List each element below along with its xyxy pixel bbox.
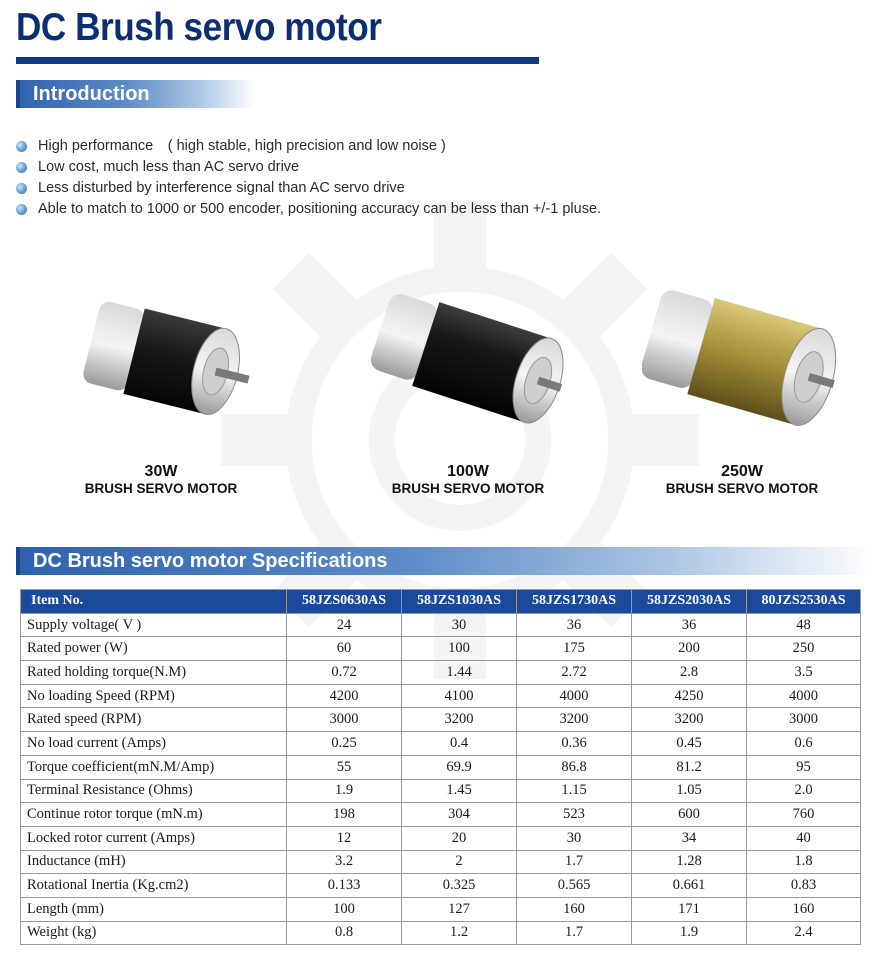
row-label-cell: Length (mm) <box>21 897 287 921</box>
motor-type-label: BRUSH SERVO MOTOR <box>84 481 238 496</box>
value-cell: 0.133 <box>287 874 402 898</box>
value-cell: 3200 <box>517 708 632 732</box>
value-cell: 95 <box>747 755 861 779</box>
value-cell: 4000 <box>517 684 632 708</box>
value-cell: 160 <box>747 897 861 921</box>
value-cell: 0.6 <box>747 732 861 756</box>
row-label-cell: Locked rotor current (Amps) <box>21 826 287 850</box>
row-label-cell: Torque coefficient(mN.M/Amp) <box>21 755 287 779</box>
value-cell: 600 <box>632 803 747 827</box>
value-cell: 1.44 <box>402 661 517 685</box>
value-cell: 1.45 <box>402 779 517 803</box>
value-cell: 1.9 <box>632 921 747 945</box>
intro-bullet-list <box>16 136 601 220</box>
value-cell: 2 <box>402 850 517 874</box>
motor-power-label: 30W <box>144 463 178 480</box>
value-cell: 3.2 <box>287 850 402 874</box>
motor-type-label: BRUSH SERVO MOTOR <box>391 481 545 496</box>
value-cell: 0.83 <box>747 874 861 898</box>
value-cell: 160 <box>517 897 632 921</box>
specifications-table <box>20 589 861 945</box>
value-cell: 127 <box>402 897 517 921</box>
value-cell: 1.05 <box>632 779 747 803</box>
value-cell: 3000 <box>747 708 861 732</box>
table-row <box>21 613 861 637</box>
value-cell: 4200 <box>287 684 402 708</box>
bullet-text: Less disturbed by interference signal than AC servo drive <box>38 180 405 196</box>
bullet-dot-icon <box>16 141 27 152</box>
row-label-cell: No load current (Amps) <box>21 732 287 756</box>
value-cell: 55 <box>287 755 402 779</box>
value-cell: 198 <box>287 803 402 827</box>
motor-type-label: BRUSH SERVO MOTOR <box>665 481 819 496</box>
motor-250w-image <box>642 268 842 458</box>
column-header: Item No. <box>21 590 287 614</box>
table-row <box>21 921 861 945</box>
value-cell: 1.7 <box>517 850 632 874</box>
value-cell: 4000 <box>747 684 861 708</box>
bullet-dot-icon <box>16 162 27 173</box>
value-cell: 20 <box>402 826 517 850</box>
value-cell: 4100 <box>402 684 517 708</box>
value-cell: 81.2 <box>632 755 747 779</box>
value-cell: 0.565 <box>517 874 632 898</box>
motor-30w-image <box>66 268 256 458</box>
table-row <box>21 850 861 874</box>
value-cell: 1.28 <box>632 850 747 874</box>
bullet-dot-icon <box>16 183 27 194</box>
bullet-dot-icon <box>16 204 27 215</box>
value-cell: 30 <box>517 826 632 850</box>
value-cell: 0.36 <box>517 732 632 756</box>
value-cell: 3200 <box>402 708 517 732</box>
row-label-cell: No loading Speed (RPM) <box>21 684 287 708</box>
value-cell: 0.661 <box>632 874 747 898</box>
specifications-heading: DC Brush servo motor Specifications <box>16 547 874 575</box>
value-cell: 4250 <box>632 684 747 708</box>
table-row <box>21 637 861 661</box>
intro-bullet-item <box>16 157 601 178</box>
value-cell: 3.5 <box>747 661 861 685</box>
column-header: 80JZS2530AS <box>747 590 861 614</box>
column-header: 58JZS1730AS <box>517 590 632 614</box>
value-cell: 760 <box>747 803 861 827</box>
table-row <box>21 897 861 921</box>
value-cell: 0.72 <box>287 661 402 685</box>
intro-bullet-item <box>16 178 601 199</box>
row-label-cell: Rated power (W) <box>21 637 287 661</box>
value-cell: 2.72 <box>517 661 632 685</box>
introduction-heading: Introduction <box>16 80 256 108</box>
value-cell: 1.9 <box>287 779 402 803</box>
value-cell: 40 <box>747 826 861 850</box>
motor-card-250w <box>642 268 842 497</box>
table-row <box>21 708 861 732</box>
value-cell: 200 <box>632 637 747 661</box>
value-cell: 0.4 <box>402 732 517 756</box>
value-cell: 34 <box>632 826 747 850</box>
table-row <box>21 874 861 898</box>
table-row <box>21 779 861 803</box>
title-rule <box>16 57 539 64</box>
value-cell: 1.8 <box>747 850 861 874</box>
bullet-text: High performance ( high stable, high precision and low noise ) <box>38 138 446 154</box>
table-body <box>21 613 861 945</box>
table-row <box>21 803 861 827</box>
row-label-cell: Terminal Resistance (Ohms) <box>21 779 287 803</box>
motor-100w-image <box>368 268 568 458</box>
value-cell: 1.7 <box>517 921 632 945</box>
value-cell: 3200 <box>632 708 747 732</box>
motor-card-100w <box>368 268 568 497</box>
value-cell: 60 <box>287 637 402 661</box>
motor-power-label: 100W <box>447 463 489 480</box>
row-label-cell: Inductance (mH) <box>21 850 287 874</box>
value-cell: 1.15 <box>517 779 632 803</box>
row-label-cell: Weight (kg) <box>21 921 287 945</box>
value-cell: 0.8 <box>287 921 402 945</box>
value-cell: 3000 <box>287 708 402 732</box>
row-label-cell: Rotational Inertia (Kg.cm2) <box>21 874 287 898</box>
column-header: 58JZS2030AS <box>632 590 747 614</box>
value-cell: 304 <box>402 803 517 827</box>
row-label-cell: Rated holding torque(N.M) <box>21 661 287 685</box>
value-cell: 48 <box>747 613 861 637</box>
value-cell: 2.0 <box>747 779 861 803</box>
bullet-text: Low cost, much less than AC servo drive <box>38 159 300 175</box>
value-cell: 175 <box>517 637 632 661</box>
bullet-text: Able to match to 1000 or 500 encoder, positioning accuracy can be less than +/-1 pluse. <box>38 201 602 217</box>
table-row <box>21 732 861 756</box>
value-cell: 523 <box>517 803 632 827</box>
value-cell: 2.8 <box>632 661 747 685</box>
value-cell: 69.9 <box>402 755 517 779</box>
value-cell: 24 <box>287 613 402 637</box>
table-row <box>21 755 861 779</box>
column-header: 58JZS0630AS <box>287 590 402 614</box>
value-cell: 1.2 <box>402 921 517 945</box>
value-cell: 250 <box>747 637 861 661</box>
value-cell: 0.325 <box>402 874 517 898</box>
value-cell: 0.45 <box>632 732 747 756</box>
intro-bullet-item <box>16 136 601 157</box>
row-label-cell: Rated speed (RPM) <box>21 708 287 732</box>
value-cell: 0.25 <box>287 732 402 756</box>
table-row <box>21 661 861 685</box>
value-cell: 86.8 <box>517 755 632 779</box>
intro-bullet-item <box>16 199 601 220</box>
value-cell: 171 <box>632 897 747 921</box>
motor-power-label: 250W <box>721 463 763 480</box>
column-header: 58JZS1030AS <box>402 590 517 614</box>
motor-card-30w <box>66 268 256 497</box>
value-cell: 36 <box>517 613 632 637</box>
table-row <box>21 684 861 708</box>
row-label-cell: Continue rotor torque (mN.m) <box>21 803 287 827</box>
value-cell: 2.4 <box>747 921 861 945</box>
value-cell: 100 <box>402 637 517 661</box>
value-cell: 30 <box>402 613 517 637</box>
table-header-row <box>21 590 861 614</box>
table-row <box>21 826 861 850</box>
page-title: DC Brush servo motor <box>16 6 382 49</box>
value-cell: 36 <box>632 613 747 637</box>
value-cell: 12 <box>287 826 402 850</box>
row-label-cell: Supply voltage( V ) <box>21 613 287 637</box>
value-cell: 100 <box>287 897 402 921</box>
